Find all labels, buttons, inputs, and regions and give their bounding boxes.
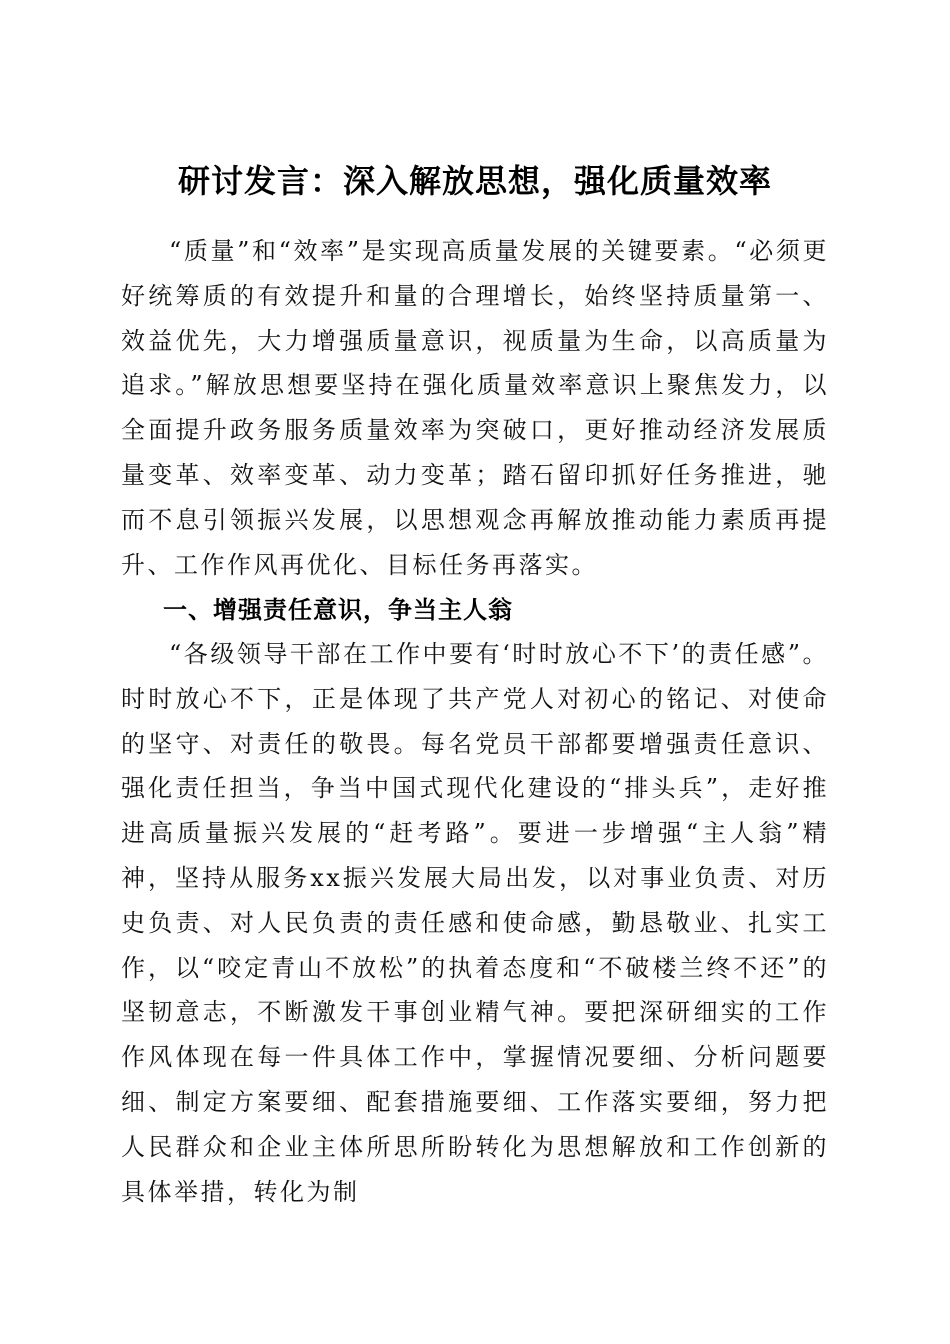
section-heading-1: 一、增强责任意识，争当主人翁 [163, 596, 513, 624]
paragraph-intro: “质量”和“效率”是实现高质量发展的关键要素。“必须更好统筹质的有效提升和量的合理增长，始终坚持质量第一、效益优先，大力增强质量意识，视质量为生命，以高质量为追求。”解放思想要坚持在强化质量效率意识上聚焦发力，以全面提升政务服务质量效率为突破口，更好推动经济发展质量变革、效率变革、动力变革；踏石留印抓好任务推进，驰而不息引领振兴发展，以思想观念再解放推动能力素质再提升、工作作风再优化、目标任务再落实。 [121, 237, 829, 579]
document-title: 研讨发言：深入解放思想，强化质量效率 [177, 162, 772, 201]
paragraph-section-1: “各级领导干部在工作中要有‘时时放心不下’的责任感”。时时放心不下，正是体现了共产党人对初心的铭记、对使命的坚守、对责任的敬畏。每名党员干部都要增强责任意识、强化责任担当，争当中国式现代化建设的“排头兵”，走好推进高质量振兴发展的“赶考路”。要进一步增强“主人翁”精神，坚持从服务xx振兴发展大局出发，以对事业负责、对历史负责、对人民负责的责任感和使命感，勤恳敬业、扎实工作，以“咬定青山不放松”的执着态度和“不破楼兰终不还”的坚韧意志，不断激发干事创业精气神。要把深研细实的工作作风体现在每一件具体工作中，掌握情况要细、分析问题要细、制定方案要细、配套措施要细、工作落实要细，努力把人民群众和企业主体所思所盼转化为思想解放和工作创新的具体举措，转化为制 [121, 640, 829, 1206]
